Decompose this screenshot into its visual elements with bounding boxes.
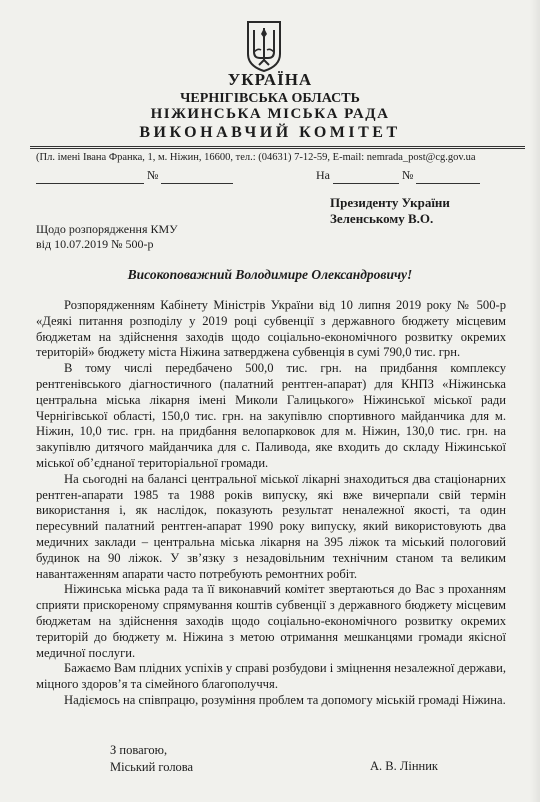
recipient-title: Президенту України: [330, 195, 450, 210]
address-line: (Пл. імені Івана Франка, 1, м. Ніжин, 16600, тел.: (04631) 7-12-59, E-mail: nemrada_post@cg.gov.ua: [36, 152, 476, 163]
recipient-block: [330, 195, 450, 227]
signatory-name: А. В. Лінник: [370, 759, 438, 773]
header-divider: [30, 146, 525, 147]
paragraph: Розпорядженням Кабінету Міністрів України від 10 липня 2019 року № 500-р «Деякі питання розподілу у 2019 році субвенції з державного бюджету місцевим бюджетам на здійснення заходів щодо соціально-економічного розвитку окремих територій» бюджету міста Ніжина затверджена субвенція в сумі 790,0 тис. грн.: [36, 298, 506, 360]
page-edge-shadow: [530, 0, 540, 802]
outgoing-number-blank: [161, 168, 233, 184]
trident-coat-of-arms-icon: [246, 20, 282, 72]
signatory-position: Міський голова: [110, 760, 194, 774]
outgoing-date-blank: [36, 168, 144, 184]
committee-heading: ВИКОНАВЧИЙ КОМІТЕТ: [139, 124, 401, 141]
outgoing-number-field: [36, 168, 233, 184]
incoming-date-blank: [333, 168, 399, 184]
paragraph: В тому числі передбачено 500,0 тис. грн. на придбання комплексу рентгенівського діагностичного (палатний рентген-апарат) для КНПЗ «Ніжинська центральна міська лікарня імені Миколи Галицького» Ніжинської міської ради Чернігівської області, 150,0 тис. грн. на закупівлю спортивного майданчика для м. Ніжин, 10,0 тис. грн. на придбання велопарковок для м. Ніжин, 130,0 тис. грн. на закупівлю дитячого майданчика для с. Паливода, яке входить до складу Ніжинської міської об’єднаної територіальної громади.: [36, 361, 506, 470]
letter-body: [36, 298, 506, 709]
signature-block: [110, 742, 193, 776]
subject-line-2: від 10.07.2019 № 500-р: [36, 237, 154, 251]
oblast-heading: ЧЕРНІГІВСЬКА ОБЛАСТЬ: [180, 91, 360, 106]
subject-line-1: Щодо розпорядження КМУ: [36, 222, 178, 236]
paragraph: На сьогодні на балансі центральної міської лікарні знаходиться два стаціонарних рентген-апарати 1985 та 1988 років випуску, які вже вичерпали свій термін використання і, як наслідок, показують результат неналежної якості, та один пересувний палатний рентген-апарат 1990 року випуску, який використовують два медичних заклади – центральна міська лікарня на 395 ліжок та міський пологовий будинок на 90 ліжок. У зв’язку з незадовільним технічним станом та великим навантаженням апарати часто потребують ремонтних робіт.: [36, 471, 506, 581]
country-heading: УКРАЇНА: [227, 70, 313, 89]
incoming-number-blank: [416, 168, 480, 184]
incoming-number-label: №: [402, 168, 414, 182]
paragraph: Бажаємо Вам плідних успіхів у справі розбудови і зміцнення незалежної держави, міцного здоров’я та сімейного благополуччя.: [36, 661, 506, 692]
paragraph: Надіємось на співпрацю, розуміння проблем та допомогу міській громаді Ніжина.: [64, 692, 506, 707]
outgoing-number-label: №: [147, 168, 159, 182]
incoming-on-label: На: [316, 168, 330, 182]
council-heading: НІЖИНСЬКА МІСЬКА РАДА: [150, 106, 390, 122]
paragraph: Ніжинська міська рада та її виконавчий комітет звертаються до Вас з проханням сприяти прискореному спрямування коштів субвенції з державного бюджету місцевим бюджетам на здійснення заходів щодо соціально-економічного розвитку окремих територій до бюджету м. Ніжина з метою отримання мешканцями громади якісної медичної послуги.: [36, 582, 506, 660]
salutation: Високоповажний Володимире Олександровичу!: [127, 267, 413, 282]
header-divider-thin: [30, 148, 525, 149]
incoming-number-field: [316, 168, 480, 184]
subject-block: [36, 222, 178, 252]
recipient-name: Зеленському В.О.: [330, 211, 434, 226]
closing-phrase: З повагою,: [110, 743, 168, 757]
